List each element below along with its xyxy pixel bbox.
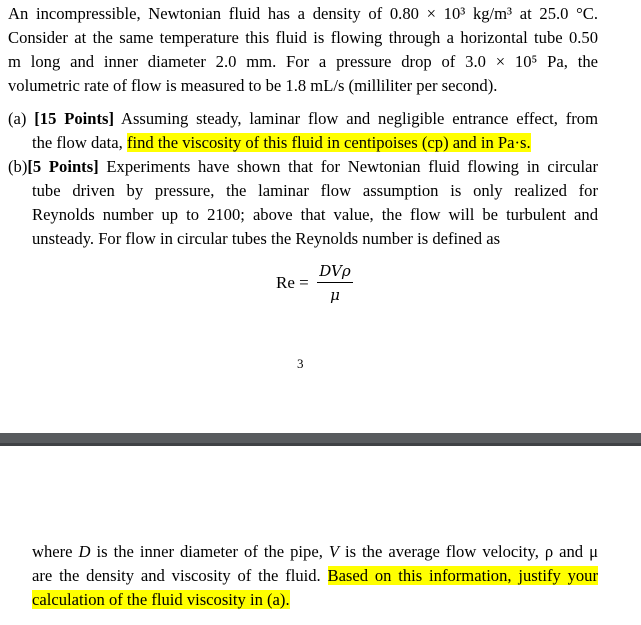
part-a-points: [15 Points]: [34, 109, 115, 128]
problem-line: volumetric rate of flow is measured to be 1.8 mL/s (milliliter per second).: [8, 76, 498, 95]
reynolds-equation: [276, 260, 376, 310]
part-b-points: [5 Points]: [27, 157, 99, 176]
part-a-label: (a): [8, 109, 27, 128]
problem-statement: [8, 2, 598, 98]
part-a-text: Assuming steady, laminar flow and negligible entrance effect, from: [120, 109, 598, 128]
equation-fraction: [316, 260, 354, 307]
text-span: is the inner diameter of the pipe,: [90, 542, 329, 561]
equation-lhs: Re =: [276, 273, 309, 292]
text-span: where: [32, 542, 79, 561]
symbol-D: D: [78, 542, 91, 561]
continuation-line-1: [32, 540, 598, 564]
part-b-line-4: unsteady. For flow in circular tubes the Reynolds number is defined as: [32, 229, 501, 248]
part-b-label: (b): [8, 157, 28, 176]
document-page-bottom: [0, 446, 641, 625]
problem-line: Consider at the same temperature this fluid is flowing through a horizontal tube 0.50: [8, 28, 598, 47]
page-separator: [0, 433, 641, 446]
equation-denominator: μ: [330, 286, 340, 304]
part-a-line-2: [8, 131, 598, 155]
continuation-line-2: [32, 564, 598, 588]
text-span: are the density and viscosity of the fluid.: [32, 566, 321, 585]
continuation-highlight: calculation of the fluid viscosity in (a).: [32, 590, 290, 609]
equation-numerator: DVρ: [319, 262, 351, 280]
part-a-highlight: find the viscosity of this fluid in centipoises (cp) and in Pa·s.: [126, 133, 531, 152]
part-b-line-2: tube driven by pressure, the laminar flow assumption is only realized for: [32, 181, 598, 200]
part-b: [8, 155, 598, 251]
symbol-V: V: [328, 542, 339, 561]
part-b-text: Experiments have shown that for Newtonian fluid flowing in circular: [106, 157, 598, 176]
continuation-highlight: Based on this information, justify your: [327, 566, 598, 585]
problem-line: An incompressible, Newtonian fluid has a density of 0.80 × 10³ kg/m³ at 25.0 °C.: [8, 4, 598, 23]
problem-line: m long and inner diameter 2.0 mm. For a pressure drop of 3.0 × 10⁵ Pa, the: [8, 52, 598, 71]
part-b-line-1: [8, 155, 598, 179]
part-b-line-3: Reynolds number up to 2100; above that value, the flow will be turbulent and: [32, 205, 598, 224]
part-a-line-1: [8, 107, 598, 131]
page-number: 3: [297, 356, 304, 371]
continuation-line-3: [32, 588, 598, 612]
text-span: is the average flow velocity, ρ and μ: [338, 542, 598, 561]
continuation-text: [32, 540, 598, 612]
part-a: [8, 107, 598, 155]
part-a-text: the flow data,: [32, 133, 123, 152]
